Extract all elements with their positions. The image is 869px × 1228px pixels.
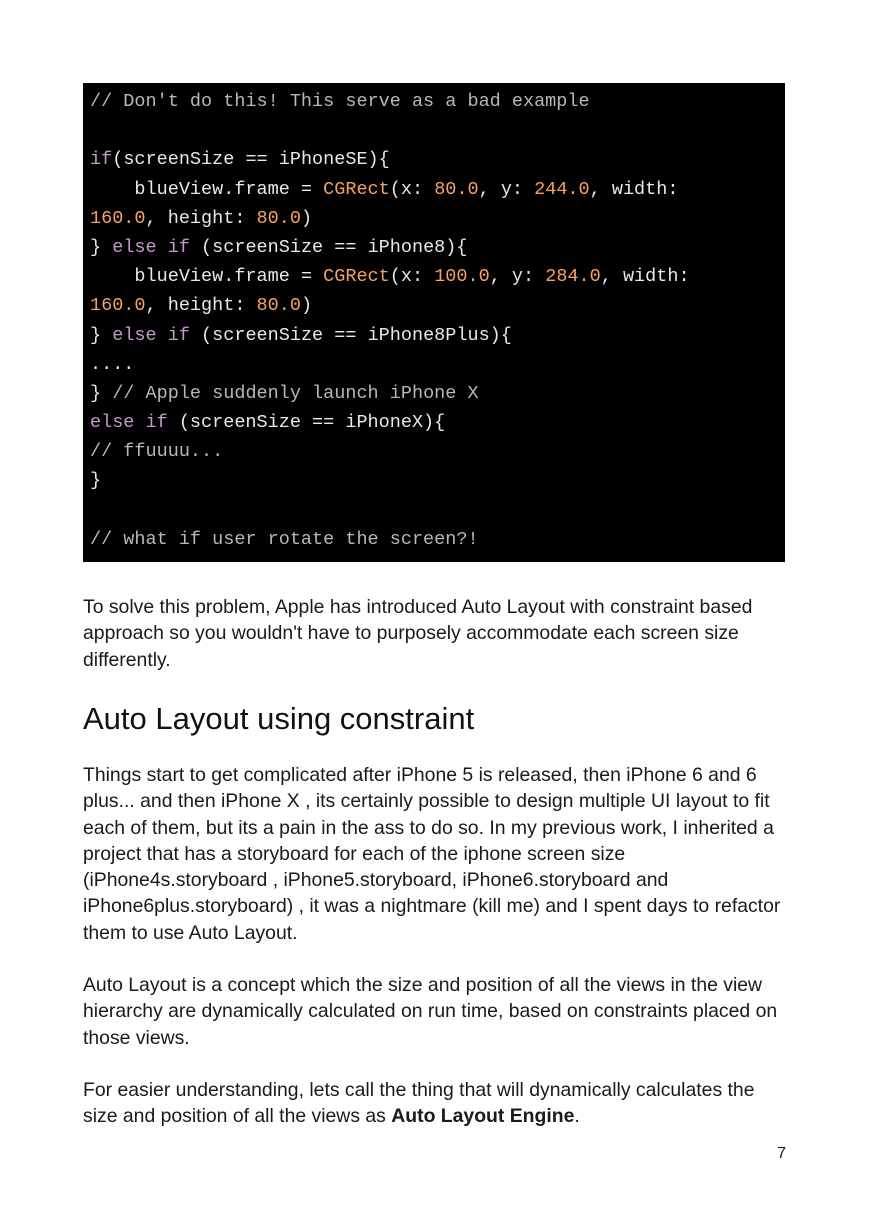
code-line	[90, 116, 785, 145]
code-token-number: 100.0	[434, 266, 490, 288]
code-line	[90, 291, 785, 320]
code-block	[83, 83, 785, 562]
code-line	[90, 321, 785, 350]
code-token-keyword: else if	[90, 412, 168, 434]
code-token-plain: (screenSize == iPhone8Plus){	[189, 324, 512, 346]
code-token-plain: )	[300, 207, 313, 229]
code-token-keyword: if	[90, 149, 113, 171]
page-number: 7	[777, 1145, 786, 1162]
code-line	[90, 233, 785, 262]
code-token-plain: }	[90, 382, 113, 404]
paragraph-auto-layout-concept: Auto Layout is a concept which the size and position of all the views in the view hierarchy are dynamically calculated on run time, based on constraints placed on those views.	[83, 974, 778, 1049]
code-token-number: 80.0	[256, 295, 301, 317]
code-token-plain: , width:	[600, 266, 690, 288]
code-token-plain: )	[300, 295, 313, 317]
code-token-comment: // ffuuuu...	[90, 441, 224, 463]
paragraph-storyboards: Things start to get complicated after iPhone 5 is released, then iPhone 6 and 6 plus... and then iPhone X , its certainly possible to design multiple UI layout to fit each of them, but its a pain in the ass to do so. In my previous work, I inherited a project that has a storyboard for each of the iphone screen size (iPhone4s.storyboard , iPhone5.storyboard, iPhone6.storyboard and iPhone6plus.storyboard) , it was a nightmare (kill me) and I spent days to refactor them to use Auto Layout.	[83, 764, 781, 944]
code-token-plain: (x:	[389, 266, 435, 288]
code-token-plain: , y:	[489, 266, 546, 288]
code-line	[90, 408, 785, 437]
code-token-number: 160.0	[90, 207, 146, 229]
code-token-number: 80.0	[434, 178, 479, 200]
code-line	[90, 496, 785, 525]
code-token-plain: ....	[90, 353, 135, 375]
code-token-comment: // Apple suddenly launch iPhone X	[112, 382, 479, 404]
code-token-plain: , y:	[478, 178, 535, 200]
code-token-plain: (screenSize == iPhoneSE){	[112, 149, 390, 171]
code-token-type: CGRect	[323, 178, 390, 200]
intro-paragraph: To solve this problem, Apple has introduced Auto Layout with constraint based approach so you wouldn't have to purposely accommodate each screen size differently.	[83, 596, 753, 671]
code-token-plain: }	[90, 470, 102, 492]
code-token-plain: (screenSize == iPhone8){	[189, 236, 468, 258]
code-token-number: 284.0	[545, 266, 601, 288]
paragraph-engine-text: For easier understanding, lets call the thing that will dynamically calculates the size and position of all the views as	[83, 1079, 755, 1128]
code-line	[90, 350, 785, 379]
code-token-plain: blueView.frame =	[90, 178, 324, 200]
code-token-number: 80.0	[256, 207, 301, 229]
code-token-plain: (x:	[389, 178, 435, 200]
code-line	[90, 466, 785, 495]
code-token-plain: }	[90, 236, 113, 258]
code-token-plain: , height:	[145, 295, 257, 317]
code-line	[90, 145, 785, 174]
code-token-plain: , width:	[589, 178, 679, 200]
code-token-keyword: else if	[112, 236, 190, 258]
code-line	[90, 262, 785, 291]
auto-layout-engine-term: Auto Layout Engine	[391, 1105, 575, 1128]
code-line	[90, 379, 785, 408]
code-line	[90, 525, 785, 554]
code-token-keyword: else if	[112, 324, 190, 346]
code-token-comment: // Don't do this! This serve as a bad example	[90, 91, 590, 112]
paragraph-auto-layout-engine	[83, 1077, 785, 1130]
code-token-type: CGRect	[323, 266, 390, 288]
code-token-plain: }	[90, 324, 113, 346]
paragraph-engine-suffix: .	[574, 1105, 580, 1128]
code-line	[90, 175, 785, 204]
code-token-plain: (screenSize == iPhoneX){	[167, 412, 446, 434]
code-token-plain: , height:	[145, 207, 257, 229]
code-line	[90, 87, 785, 116]
code-line	[90, 204, 785, 233]
code-line	[90, 437, 785, 466]
code-token-comment: // what if user rotate the screen?!	[90, 528, 479, 550]
code-token-number: 160.0	[90, 295, 146, 317]
section-heading: Auto Layout using constraint	[83, 701, 475, 736]
code-token-plain: blueView.frame =	[90, 266, 324, 288]
code-token-number: 244.0	[534, 178, 590, 200]
